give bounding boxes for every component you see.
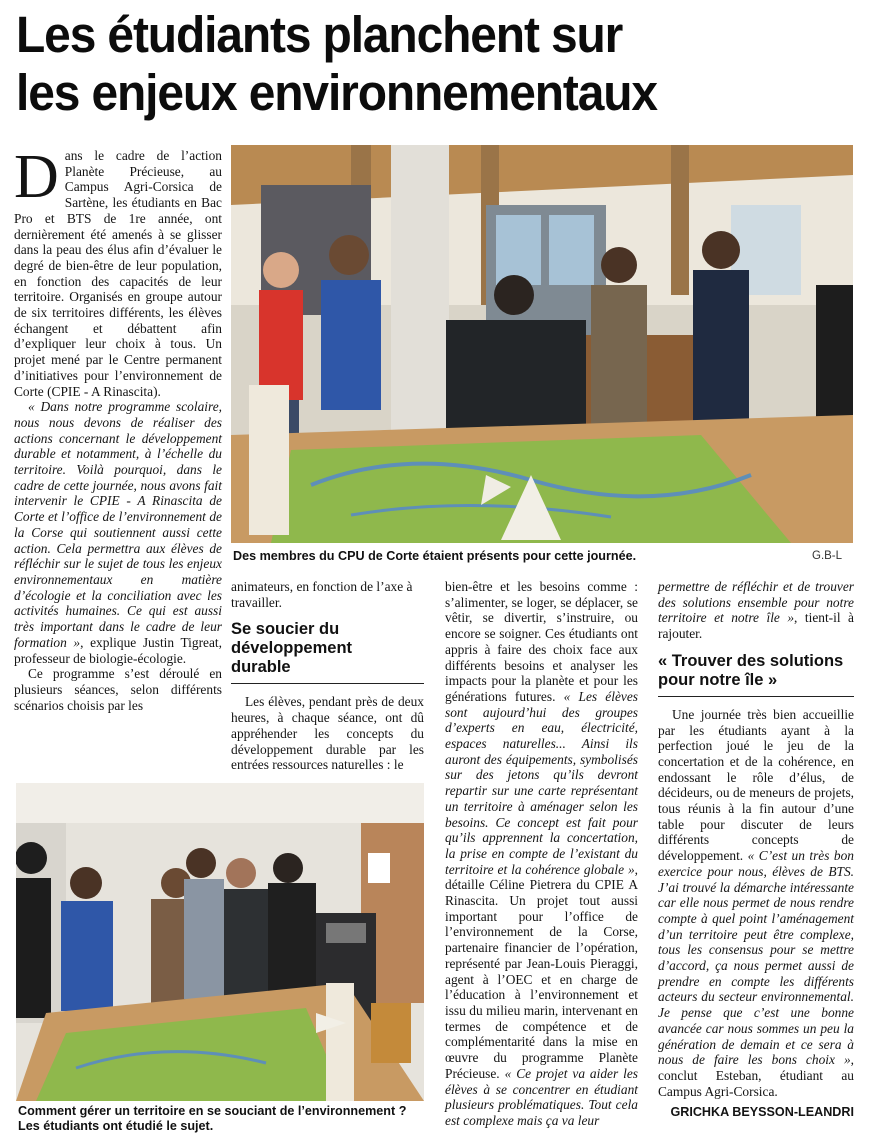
photo-2-caption: Comment gérer un territoire en se souciant de l’environnement ? Les étudiants ont étudié le sujet. — [18, 1104, 407, 1133]
photo-1-credit: G.B-L — [812, 550, 843, 562]
closing-paragraph: Une journée très bien accueillie par les étudiants ayant à la perfection joué le jeu de la concertation et de la cohérence, en endossant le rôle d’élus, de décideurs, ou de meneurs de projets, tous réunis à la fin autour d’une table pour discuter de leurs différents concepts de développement. « C’est un très bon exercice pour nous, élèves de BTS. J’ai trouvé la démarche intéressante car elle nous permet de nous rendre compte à quel point l’aménagement d’un territoire peut être complexe, tous les consensus pour se mettre d’accord, ça nous permet aussi de prendre en compte les différents acteurs du secteur environnemental. Je pense que c’est une bonne avancée car nous sommes un peu la génération de demain et ce sera à nous de faire les bons choix », conclut Esteban, étudiant au Campus Agri-Corsica. — [658, 706, 855, 1099]
subheading-solutions: « Trouver des solutions pour notre île » — [658, 651, 844, 689]
subheading-rule-2 — [658, 696, 854, 697]
photo-2-illustration — [16, 783, 424, 1101]
students-paragraph: Les élèves, pendant près de deux heures, à chaque séance, ont dû appréhender les concepts du développement durable par les entrées ressources naturelles : le — [231, 694, 424, 773]
lead-paragraph: Dans le cadre de l’action Planète Précieuse, au Campus Agri-Corsica de Sartène, les étudiants en Bac Pro et BTS de 1re année, ont dernièrement été amenés à se glisser dans la peau des élus afin d’évaluer le degré de bien-être de leur population, en fonction des capacités de leur territoire. Organisés en groupe autour de six territoires différents, les élèves échangent et débattent afin d’expliquer leur choix à tous. Un projet mené par le Centre permanent d’initiatives pour l’environnement de Corte (CPIE - A Rinascita). — [14, 143, 222, 399]
author-signature: GRICHKA BEYSSON-LEANDRI — [670, 1105, 854, 1120]
needs-paragraph: bien-être et les besoins comme : s’alimenter, se loger, se déplacer, se vêtir, se divertir, s’instruire, ou encore se soigner. Ces étudiants ont appris à faire des choix face aux différents besoins et analyser les impacts pour la planète et pour les générations futures. « Les élèves sont aujourd’hui des groupes d’experts en eau, électricité, espaces naturelles... Ainsi ils auront des équipements, symbolisés sur des jetons qu’ils devront repartir sur une carte représentant un territoire à aménager selon les besoins. Ce concept est fait pour qu’ils apprennent la concertation, la prise en compte de l’existant du territoire et la cohérence globale », détaille Céline Pietrera du CPIE A Rinascita. Un projet tout aussi important pour l’office de l’environnement de la Corse, partenaire financier de l’opération, représenté par Jean-Louis Pieraggi, agent à l’OEC et en charge de l’éducation à l’environnement et issu du milieu marin, intervenant en termes de compétence et de complémentarité dans la mise en œuvre du programme Planète Précieuse. « Ce projet va aider les élèves à se concentrer en étudiant plusieurs problématiques. Tout cela est complexe mais ça va leur — [445, 579, 638, 1128]
headline-line-1: Les étudiants planchent sur — [16, 6, 623, 63]
photo-1-caption: Des membres du CPU de Corte étaient présents pour cette journée. — [233, 549, 637, 563]
photo-students-around-table — [16, 783, 424, 1101]
article-column-2 — [231, 579, 424, 774]
article-column-3 — [445, 579, 638, 1139]
drop-cap: D — [14, 143, 59, 211]
article-column-4 — [658, 579, 854, 1139]
headline — [16, 6, 806, 122]
oec-quote-end: permettre de réfléchir et de trouver des solutions ensemble pour notre territoire et notre île », tient-il à rajouter. — [658, 579, 854, 642]
teacher-quote-paragraph: « Dans notre programme scolaire, nous nous devons de réaliser des actions concernant le développement durable et notamment, à l’échelle du territoire. Voilà pourquoi, dans le cadre de cette journée, nous avons fait intervenir le CPIE - A Rinascita de Corte et l’office de l’environnement de la Corse qui soutiennent aussi cette action. Cela permettra aux élèves de réfléchir sur le sujet de tous les enjeux environnementaux en matière d’écologie et la conciliation avec les activités humaines. Ce qui est aussi très important dans le cadre de leur formation », explique Justin Tigreat, professeur de biologie-écologie. — [14, 399, 222, 666]
headline-line-2: les enjeux environnementaux — [16, 64, 657, 121]
program-paragraph: Ce programme s’est déroulé en plusieurs séances, selon différents scénarios choisis par les — [14, 666, 222, 713]
subheading-sustainable: Se soucier du développement durable — [231, 620, 353, 677]
photo-1-illustration — [231, 145, 853, 543]
subheading-rule — [231, 683, 424, 684]
photo-students-map-table — [231, 145, 853, 543]
animators-paragraph: animateurs, en fonction de l’axe à travailler. — [231, 579, 413, 610]
article-column-1 — [14, 143, 222, 768]
